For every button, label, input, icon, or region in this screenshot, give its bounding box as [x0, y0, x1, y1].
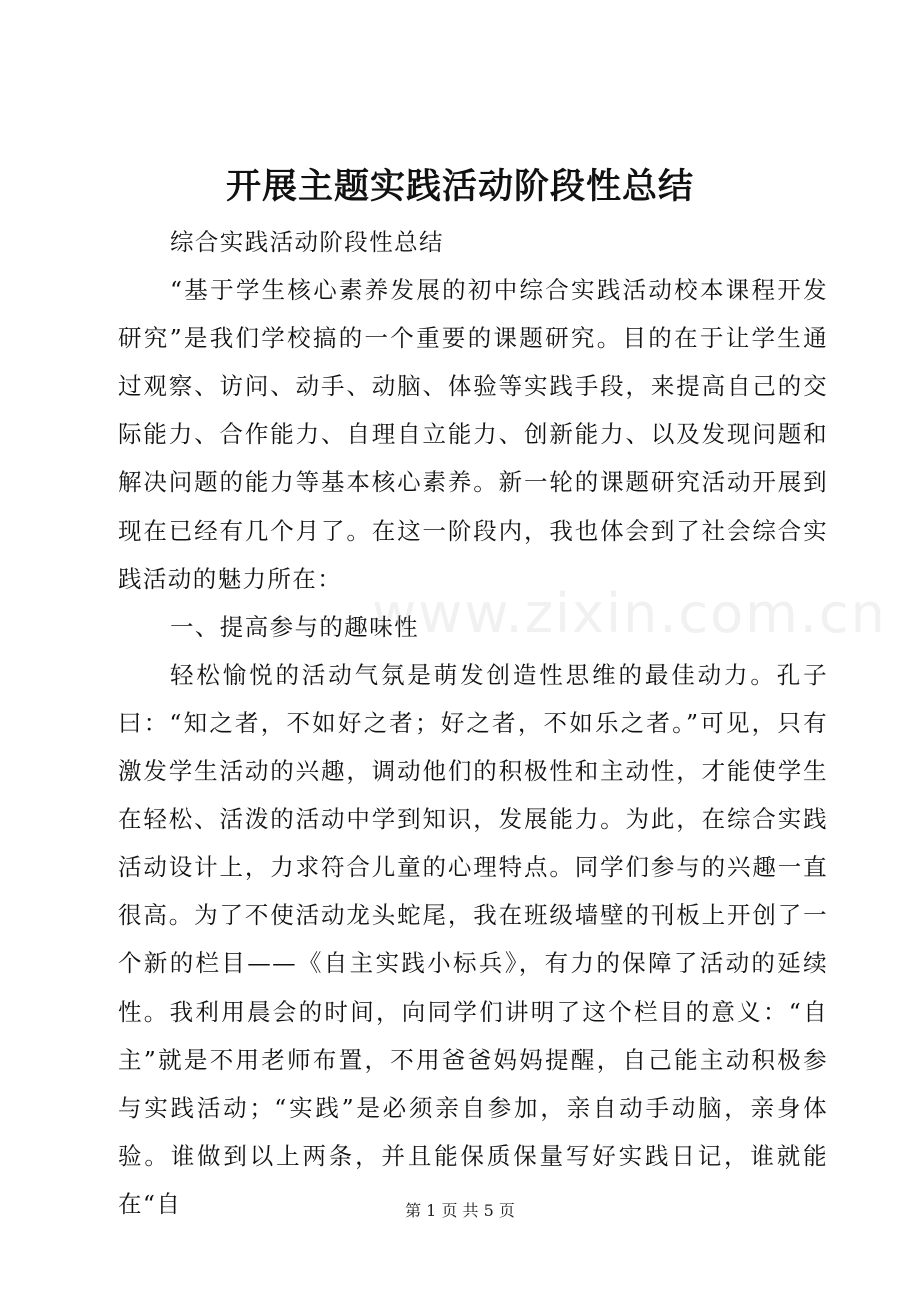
- document-body: [118, 218, 828, 1228]
- paragraph-intro: “基于学生核心素养发展的初中综合实践活动校本课程开发研究”是我们学校搞的一个重要的课题研究。目的在于让学生通过观察、访问、动手、动脑、体验等实践手段，来提高自己的交际能力、合作能力、自理自立能力、创新能力、以及发现问题和解决问题的能力等基本核心素养。新一轮的课题研究活动开展到现在已经有几个月了。在这一阶段内，我也体会到了社会综合实践活动的魅力所在：: [118, 276, 828, 593]
- document-title: 开展主题实践活动阶段性总结: [225, 166, 694, 207]
- paragraph-body: 轻松愉悦的活动气氛是萌发创造性思维的最佳动力。孔子曰：“知之者，不如好之者；好之者，不如乐之者。”可见，只有激发学生活动的兴趣，调动他们的积极性和主动性，才能使学生在轻松、活泼的活动中学到知识，发展能力。为此，在综合实践活动设计上，力求符合儿童的心理特点。同学们参与的兴趣一直很高。为了不使活动龙头蛇尾，我在班级墙壁的刊板上开创了一个新的栏目——《自主实践小标兵》，有力的保障了活动的延续性。我利用晨会的时间，向同学们讲明了这个栏目的意义：“自主”就是不用老师布置，不用爸爸妈妈提醒，自己能主动积极参与实践活动；“实践”是必须亲自参加，亲自动手动脑，亲身体验。谁做到以上两条，并且能保质保量写好实践日记，谁就能在“自: [118, 660, 828, 1218]
- watermark-text: www.zixin.com.cn: [372, 582, 887, 645]
- paragraph-subtitle: 综合实践活动阶段性总结: [170, 228, 444, 256]
- page-footer: 第 1 页 共 5 页: [405, 1201, 515, 1220]
- section-heading: 一、提高参与的趣味性: [170, 612, 419, 641]
